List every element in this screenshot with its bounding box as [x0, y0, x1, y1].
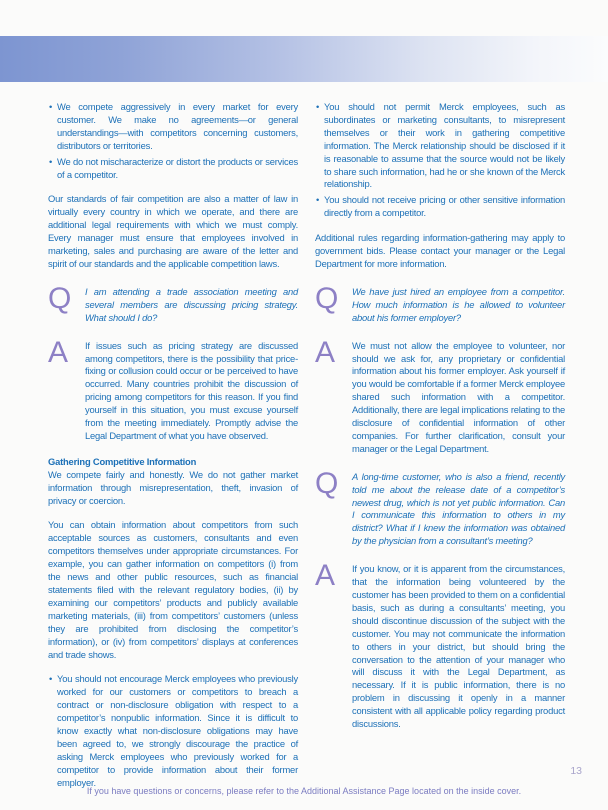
answer-text: If you know, or it is apparent from the circumstances, that the information being volunteered by the customer has been provided to them on a confidential basis, such as during a consultants’ meeting, you should discontinue discussion of the subject with the customer. You may not communicate the information to others in your district, but should bring the conversation to the attention of your manager who will discuss it with the Legal Department, as necessary. If it is public information, there is no problem in discussing it openly in a manner consistent with all applicable policy regarding product discussions.: [352, 563, 565, 730]
bullet-list-encourage: [48, 673, 298, 789]
left-column: [48, 101, 298, 793]
paragraph-obtain-information: You can obtain information about competitors from such acceptable sources as customers, consultants and even competitors themselves under appropriate circumstances. For example, you can gather information on competitors (i) from the news and other public resources, such as financial statements filed with the relevant regulatory bodies, (ii) by examining our competitors’ products and publicly available marketing materials, (iii) from competitors’ customers (unless they are prohibited from disclosing the competitor’s information), or (iv) from competitors’ displays at conferences and trade shows.: [48, 519, 298, 660]
bullet-text: You should not receive pricing or other sensitive information directly from a competitor.: [324, 194, 565, 219]
header-gradient-bar: [0, 36, 608, 82]
qa-question-block: [315, 281, 565, 325]
qa-question-block: [48, 281, 298, 325]
question-text: I am attending a trade association meeting and several members are discussing pricing strategy. What should I do?: [85, 285, 298, 323]
page-content: [48, 101, 565, 793]
paragraph-compete-fairly: We compete fairly and honestly. We do not gather market information through misrepresentation, theft, invasion of privacy or coercion.: [48, 468, 298, 506]
qa-answer-block: [315, 559, 565, 731]
qa-answer-block: [315, 335, 565, 456]
bullet-list-information-gathering: [315, 101, 565, 220]
question-text: We have just hired an employee from a competitor. How much information is he allowed to volunteer about his former employer?: [352, 285, 565, 323]
q-letter: Q: [315, 281, 339, 315]
bullet-item: [48, 156, 298, 182]
a-letter: A: [315, 559, 336, 593]
bullet-dot: •: [49, 673, 53, 685]
bullet-dot: •: [316, 101, 320, 112]
bullet-text: You should not encourage Merck employees who previously worked for our customers or competitors to breach a contract or non-disclosure obligation with respect to a competitor’s nonpublic information. Since it is difficult to know exactly what non-disclosure obligations may have been agreed to, we strongly discourage the practice of asking Merck employees who previously worked for a competitor to provide information about their former employer.: [57, 673, 298, 788]
a-letter: A: [315, 335, 336, 369]
page-number: 13: [570, 765, 582, 777]
bullet-item: [48, 673, 298, 789]
bullet-list-competition: [48, 101, 298, 181]
paragraph-additional-rules: Additional rules regarding information-gathering may apply to government bids. Please contact your manager or the Legal Department for more information.: [315, 232, 565, 269]
bullet-dot: •: [316, 194, 320, 206]
section-heading-gathering-competitive-information: Gathering Competitive Information: [48, 455, 197, 467]
qa-answer-block: [48, 335, 298, 443]
answer-text: We must not allow the employee to volunteer, nor should we ask for, any proprietary or confidential information about his former employer. Ask yourself if you would be comfortable if a former Merck employee shared such information with a competitor. Additionally, there are legal implications relating to the disclosure of confidential information of other companies. For further clarification, consult your manager or the Legal Department.: [352, 339, 565, 454]
q-letter: Q: [48, 281, 72, 315]
answer-text: If issues such as pricing strategy are discussed among competitors, there is the possibility that price-fixing or collusion could occur or be perceived to have occurred. Many countries prohibit the discussion of pricing among competitors for this reason. If you find yourself in this situation, you must excuse yourself from the meeting immediately. Promptly advise the Legal Department of what you have observed.: [85, 339, 298, 441]
bullet-dot: •: [49, 155, 53, 167]
bullet-item: [48, 101, 298, 153]
question-text: A long-time customer, who is also a friend, recently told me about the release date of a competitor’s newest drug, which is not yet public information. Can I communicate this information to others in my district? What if I knew the information was obtained by the physician from a consultant’s meeting?: [352, 470, 565, 547]
paragraph-fair-competition-standards: Our standards of fair competition are also a matter of law in virtually every country in which we operate, and there are additional legal requirements with which we must comply. Every manager must ensure that employees involved in marketing, sales and purchasing are aware of the letter and spirit of our standards and the applicable competition laws.: [48, 193, 298, 269]
bullet-text: We do not mischaracterize or distort the products or services of a competitor.: [57, 155, 298, 180]
q-letter: Q: [315, 466, 339, 500]
bullet-item: [315, 194, 565, 220]
qa-question-block: [315, 466, 565, 548]
bullet-text: You should not permit Merck employees, such as subordinates or marketing consultants, to misrepresent themselves or their work in gathering competitive information. The Merck relationship should be disclosed if it is reasonable to assume that the source would not be likely to share such information, had he or she known of the Merck relationship.: [324, 101, 565, 190]
bullet-dot: •: [49, 101, 53, 112]
right-column: [315, 101, 565, 793]
bullet-text: We compete aggressively in every market for every customer. We make no agreements—or general understandings—with competitors concerning customers, distributors or territories.: [57, 101, 298, 151]
bullet-item: [315, 101, 565, 191]
footer-note: If you have questions or concerns, please refer to the Additional Assistance Page located on the inside cover.: [86, 786, 522, 796]
a-letter: A: [48, 335, 69, 369]
